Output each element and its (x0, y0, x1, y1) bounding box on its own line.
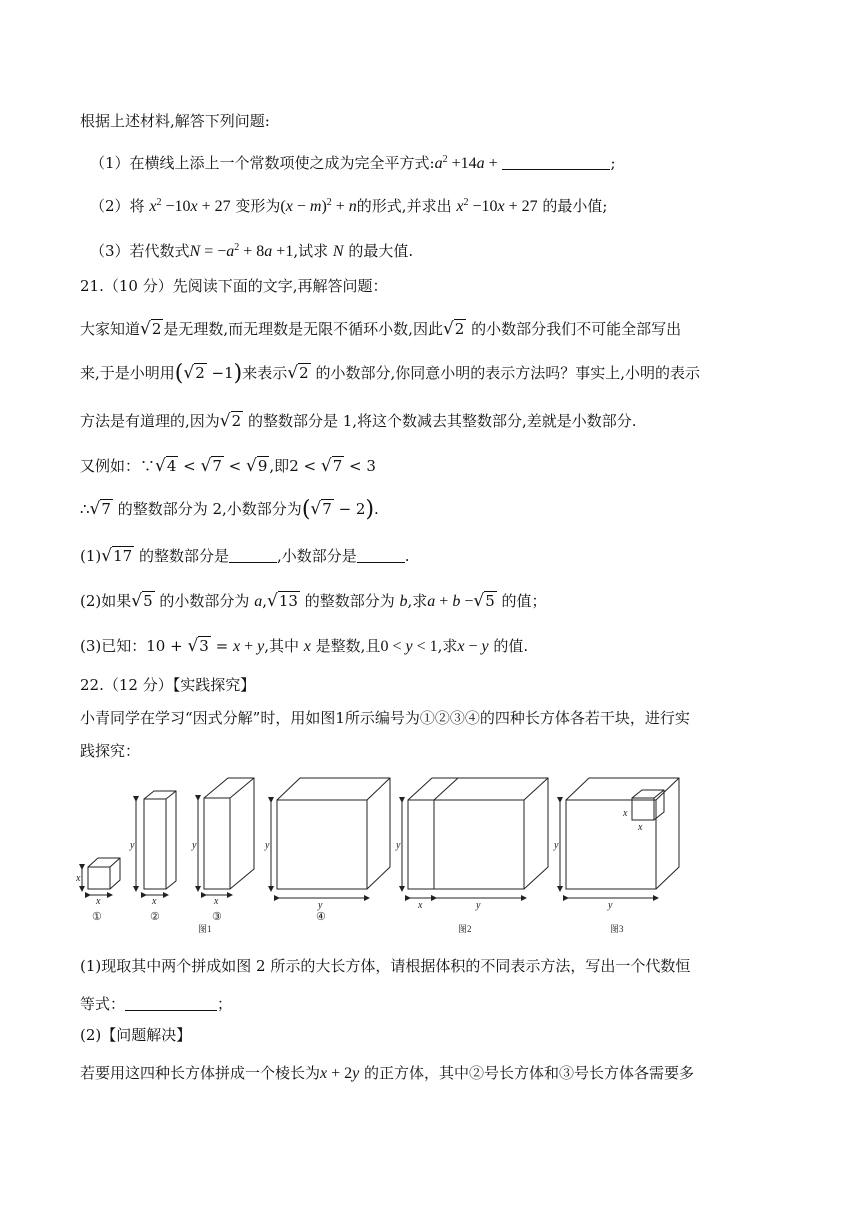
q21-line5: ∴√7 的整数部分为 2,小数部分为(√7 − 2). (80, 497, 379, 522)
q20-part3: （3）若代数式$N = -a^2 + 8a +1$,试求 N 的最大值. (90, 242, 414, 260)
cuboid-combined-fig2 (402, 778, 548, 898)
svg-text:y: y (265, 840, 270, 851)
q22-line2: 践探究： (80, 742, 141, 760)
caption-fig1: 图1 (198, 924, 212, 934)
q21-sub3: (3)已知：10 + √3 = x + y,其中 x 是整数,且0 < y < 1,求x − y 的值. (80, 636, 529, 656)
label-4: ④ (316, 911, 326, 923)
q22-header: 22.（12 分）【实践探究】 (80, 676, 256, 694)
svg-text:y: y (318, 900, 323, 911)
q22-sub2: (2)【问题解决】 (80, 1026, 192, 1044)
q22-sub2-line1: 若要用这四种长方体拼成一个棱长为x + 2y 的正方体，其中②号长方体和③号长方体各需要多 (80, 1064, 695, 1082)
q21-line4: 又例如：∵√4 < √7 < √9 ,即2 < √7 < 3 (80, 456, 376, 476)
svg-text:x: x (152, 896, 157, 907)
q21-sub2: (2)如果√5 的小数部分为 a,√13 的整数部分为 b,求a + b −√5 的值； (80, 591, 547, 611)
q21-line2: 来,于是小明用(√2 −1)来表示√2 的小数部分,你同意小明的表示方法吗？事实上,小明的表示 (80, 361, 700, 386)
cuboid-1 (82, 858, 120, 895)
q21-line1: 大家知道√2 是无理数,而无理数是无限不循环小数,因此√2 的小数部分我们不可能全部写出 (80, 319, 682, 339)
svg-text:y: y (396, 840, 401, 851)
cuboid-3 (198, 778, 254, 895)
q21-header: 21.（10 分）先阅读下面的文字,再解答问题： (80, 277, 388, 295)
cuboid-figures (70, 770, 710, 935)
caption-fig3: 图3 (610, 924, 624, 934)
q22-sub1-line1: (1)现取其中两个拼成如图 2 所示的大长方体，请根据体积的不同表示方法，写出一个代数恒 (80, 957, 691, 975)
svg-text:y: y (608, 900, 613, 911)
label-1: ① (92, 911, 102, 923)
answer-blank (502, 155, 610, 170)
q20-part1: （1）在横线上添上一个常数项使之成为完全平方式$:a^2 +14a$ + ; (90, 154, 616, 172)
cuboid-2 (136, 791, 176, 895)
cuboid-fig3 (560, 778, 679, 898)
svg-text:x: x (623, 808, 628, 819)
label-2: ② (150, 911, 160, 923)
q22-line1: 小青同学在学习“因式分解”时，用如图1所示编号为①②③④的四种长方体各若干块，进行实 (80, 709, 690, 727)
q20-part2: （2）将 $x^2 -10x + 27$ 变形为$(x - m)^2 + n$的形式,并求出 $x^2 -10x + 27$ 的最小值; (90, 197, 608, 215)
q21-sub1: (1)√17 的整数部分是 ,小数部分是 . (80, 546, 410, 566)
cuboid-4 (271, 778, 390, 898)
svg-text:x: x (96, 896, 101, 907)
svg-text:y: y (192, 840, 197, 851)
caption-fig2: 图2 (458, 924, 472, 934)
svg-text:x: x (76, 873, 81, 884)
svg-text:y: y (554, 840, 559, 851)
intro-text: 根据上述材料,解答下列问题: (80, 112, 270, 130)
label-3: ③ (212, 911, 222, 923)
svg-text:y: y (130, 840, 135, 851)
q21-line3: 方法是有道理的,因为√2 的整数部分是 1,将这个数减去其整数部分,差就是小数部分. (80, 411, 637, 431)
svg-text:y: y (476, 900, 481, 911)
svg-text:x: x (418, 900, 423, 911)
q22-sub1-line2: 等式： ； (80, 995, 233, 1013)
svg-text:x: x (214, 896, 219, 907)
svg-text:x: x (638, 822, 643, 833)
